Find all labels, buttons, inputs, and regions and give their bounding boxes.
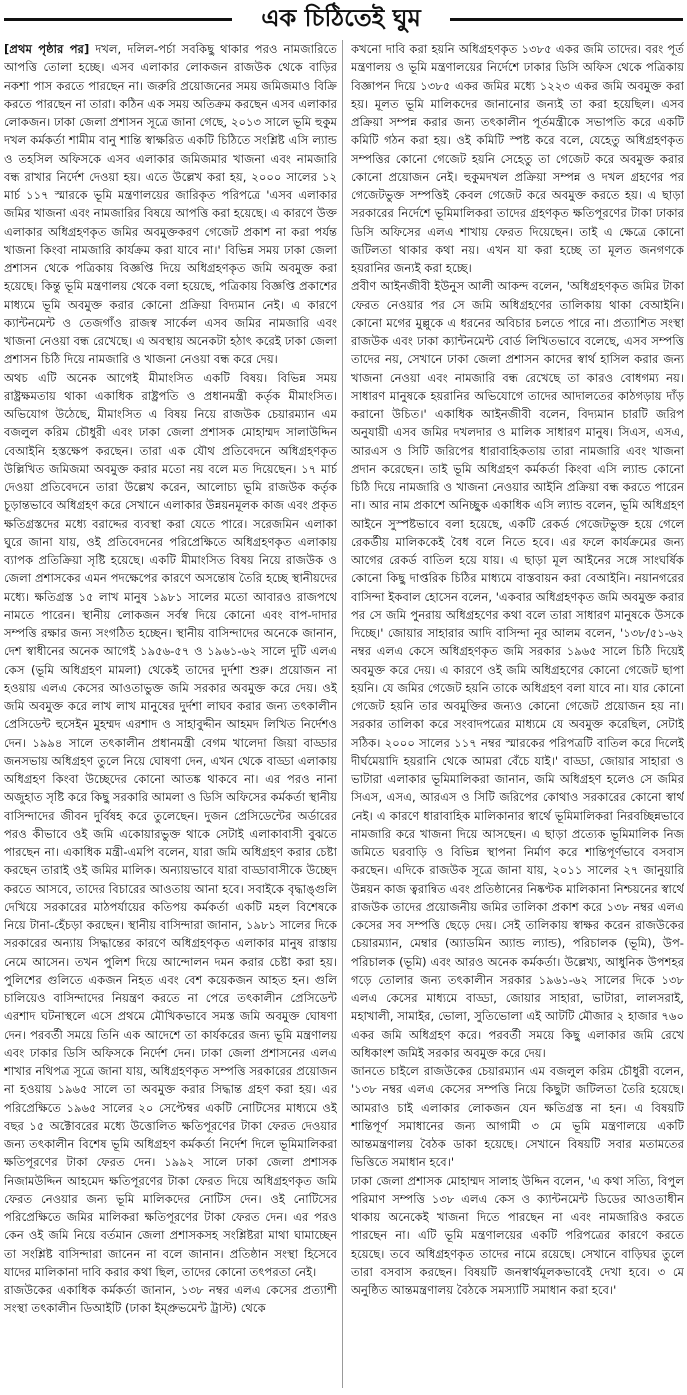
headline: এক চিঠিতেই ঘুম bbox=[261, 3, 421, 32]
article-column-left bbox=[4, 40, 337, 1388]
article-paragraph: ঢাকা জেলা প্রশাসক মোহাম্মদ সালাহ উদ্দিন বলেন, 'এ কথা সত্যি, বিপুল পরিমাণ সম্পত্তি ১৩৮ এলএ কেস ও ক্যান্টনমেন্ট ডিডের আওতাধীন থাকায় অনেকেই খাজনা দিতে পারছেন না এবং নামজারিও করতে পারছেন না। এটি ভূমি মন্ত্রণালয়ের একটি পরিপত্রের কারণে করতে হয়েছে। তবে অধিগ্রহণকৃত তাদের নামে রয়েছে। সেখানে বাড়িঘর তুলে তারা বসবাস করছেন। বিষয়টি জনস্বার্থমূলকভাবেই দেখা হবে। ৩ মে অনুষ্ঠিত আন্তমন্ত্রণালয় বৈঠকে সমস্যাটি সমাধান করা হবে।' bbox=[351, 1173, 684, 1297]
article-paragraph: অথচ এটি অনেক আগেই মীমাংসিত একটি বিষয়। বিভিন্ন সময় রাষ্ট্রক্ষমতায় থাকা একাধিক রাষ্ট্রপতি ও প্রধানমন্ত্রী কর্তৃক মীমাংসিত। অভিযোগ উঠেছে, মীমাংসিত এ বিষয় নিয়ে রাজউক চেয়ারম্যান এম বজলুল করিম চৌধুরী এবং ঢাকা জেলা প্রশাসক মোহাম্মদ সালাউদ্দিন বেআইনি হস্তক্ষেপ করছেন। তারা এক যৌথ প্রতিবেদনে অধিগ্রহণকৃত উল্লিখিত জমিজমা অবমুক্ত করার মতো নয় বলে মত দিয়েছেন। ১৭ মার্চ দেওয়া প্রতিবেদনে তারা উল্লেখ করেন, আলোচ্য ভূমি রাজউক কর্তৃক চূড়ান্তভাবে অধিগ্রহণ করে সেখানে এলাকার উন্নয়নমূলক কাজ এবং প্রকৃত ক্ষতিগ্রস্তদের মধ্যে বরাদ্দের ব্যবস্থা করা যেতে পারে। সরেজমিন এলাকা ঘুরে জানা যায়, ওই প্রতিবেদনের পরিপ্রেক্ষিতে অধিগ্রহণকৃত এলাকায় ব্যাপক প্রতিক্রিয়া সৃষ্টি হয়েছে। একটি মীমাংসিত বিষয় নিয়ে রাজউক ও জেলা প্রশাসকের এমন পদক্ষেপের কারণে অসন্তোষ তৈরি হচ্ছে স্থানীয়দের মধ্যে। ক্ষতিগ্রস্ত ১৫ লাখ মানুষ ১৯৮১ সালের মতো আবারও রাজপথে নামতে পারেন। স্থানীয় লোকজন সর্বস্ব দিয়ে কোনো এবং বাপ-দাদার সম্পত্তি রক্ষার জন্য সংগঠিত হচ্ছেন। স্থানীয় বাসিন্দাদের অনেকে জানান, দেশ স্বাধীনের অনেক আগেই ১৯৫৬-৫৭ ও ১৯৬১-৬২ সালে দুটি এলএ কেস (ভূমি অধিগ্রহণ মামলা) থেকেই তাদের দুর্দশা শুরু। প্রয়োজন না হওয়ায় এলএ কেসের আওতাভুক্ত জমি সরকার অবমুক্ত করে দেয়। ওই জমি অবমুক্ত করে লাখ লাখ মানুষের দুর্দশা লাঘব করার জন্য তৎকালীন প্রেসিডেন্ট হুসেইন মুহম্মদ এরশাদ ও সাহাবুদ্দীন আহমদ লিখিত নির্দেশও দেন। ১৯৯৪ সালে তৎকালীন প্রধানমন্ত্রী বেগম খালেদা জিয়া বাড্ডার জনসভায় অধিগ্রহণ তুলে নিয়ে ঘোষণা দেন, এখন থেকে বাড্ডা এলাকায় অধিগ্রহণ কিংবা উচ্ছেদের কোনো আতঙ্ক থাকবে না। এর পরও নানা অজুহাত সৃষ্টি করে কিছু সরকারি আমলা ও ডিসি অফিসের কর্মকর্তা স্থানীয় বাসিন্দাদের জীবন দুর্বিষহ করে তুলেছেন। দুজন প্রেসিডেন্টের অর্ডারের পরও কীভাবে ওই জমি একোয়ারভুক্ত থাকে সেটাই এলাকাবাসী বুঝতে পারছেন না। একাধিক মন্ত্রী-এমপি বলেন, যারা জমি অধিগ্রহণ করার চেষ্টা করছেন তারাই ওই জমির মালিক। অন্যায়ভাবে যারা বাড্ডাবাসীকে উচ্ছেদ করতে আসবে, তাদের বিচারের আওতায় আনা হবে। সবাইকে বৃদ্ধাঙ্গুলি দেখিয়ে সরকারের মাঠপর্যায়ের কতিপয় কর্মকর্তা একটি মহল বিশেষকে নিয়ে টানা-হেঁচড়া করছেন। স্থানীয় বাসিন্দারা জানান, ১৯৮১ সালের দিকে সরকারের অন্যায় সিদ্ধান্তের কারণে অধিগ্রহণকৃত এলাকার মানুষ রাস্তায় নেমে আসেন। তখন পুলিশ দিয়ে আন্দোলন দমন করার চেষ্টা করা হয়। পুলিশের গুলিতে একজন নিহত এবং বেশ কয়েকজন আহত হন। গুলি চালিয়েও বাসিন্দাদের নিয়ন্ত্রণ করতে না পেরে তৎকালীন প্রেসিডেন্ট এরশাদ ঘটনাস্থলে এসে প্রথমে মৌখিকভাবে সমস্ত জমি অবমুক্ত ঘোষণা দেন। পরবর্তী সময়ে তিনি এক আদেশে তা কার্যকরের জন্য ভূমি মন্ত্রণালয় এবং ঢাকার ডিসি অফিসকে নির্দেশ দেন। ঢাকা জেলা প্রশাসনের এলএ শাখার নথিপত্র সূত্রে জানা যায়, অধিগ্রহণকৃত সম্পত্তি সরকারের প্রয়োজন না হওয়ায় ১৯৬৫ সালে তা অবমুক্ত করার সিদ্ধান্ত গ্রহণ করা হয়। এর পরিপ্রেক্ষিতে ১৯৬৫ সালের ২০ সেপ্টেম্বর একটি নোটিসের মাধ্যমে ওই বছর ১৫ অক্টোবরের মধ্যে উত্তোলিত ক্ষতিপূরণের টাকা ফেরত দেওয়ার জন্য তৎকালীন বিশেষ ভূমি অধিগ্রহণ কর্মকর্তা নির্দেশ দিলে ভূমিমালিকরা ক্ষতিপূরণের টাকা ফেরত দেন। ১৯৯২ সালে ঢাকা জেলা প্রশাসক নিজামউদ্দিন আহমেদ ক্ষতিপূরণের টাকা ফেরত দিয়ে অধিগ্রহণকৃত জমি ফেরত নেওয়ার জন্য ভূমি মালিকদের নোটিস দেন। ওই নোটিসের পরিপ্রেক্ষিতে জমির মালিকরা ক্ষতিপূরণের টাকা ফেরত দেন। এর পরও কেন ওই জমি নিয়ে বর্তমান জেলা প্রশাসকসহ সংশ্লিষ্টরা মাথা ঘামাচ্ছেন তা সংশ্লিষ্ট বাসিন্দারা জানেন না বলে জানান। প্রতিষ্ঠান সংস্থা হিসেবে যাদের মালিকানা দাবি করার কথা ছিল, তাদের কোনো তৎপরতা নেই। bbox=[4, 370, 337, 1279]
header-title-box bbox=[232, 3, 450, 33]
article-paragraph: প্রবীণ আইনজীবী ইউনুস আলী আকন্দ বলেন, 'অধিগ্রহণকৃত জমির টাকা ফেরত নেওয়ার পর সে জমি অধিগ্রহণের তালিকায় থাকা বেআইনি। কোনো মগের মুল্লুকে এ ধরনের অবিচার চলতে পারে না। প্রত্যাশিত সংস্থা রাজউক এবং ঢাকা ক্যান্টনমেন্ট বোর্ড লিখিতভাবে বলেছে, এসব সম্পত্তি তাদের নয়, সেখানে ঢাকা জেলা প্রশাসন কাদের স্বার্থ হাসিল করার জন্য খাজনা নেওয়া এবং নামজারি বন্ধ রেখেছে তা কারও বোধগম্য নয়। সাধারণ মানুষকে হয়রানির অভিযোগে তাদের আদালতের কাঠগড়ায় দাঁড় করানো উচিত।' একাধিক আইনজীবী বলেন, বিদ্যমান চারটি জরিপ অনুযায়ী এসব জমির দখলদার ও মালিক সাধারণ মানুষ। সিএস, এসএ, আরএস ও সিটি জরিপের ধারাবাহিকতায় তারা নামজারি এবং খাজনা প্রদান করেছেন। তাই ভূমি অধিগ্রহণ কর্মকর্তা কিংবা এসি ল্যান্ড কোনো চিঠি দিয়ে নামজারি ও খাজনা নেওয়ার আইনি প্রক্রিয়া বন্ধ করতে পারেন না। আর নাম প্রকাশে অনিচ্ছুক একাধিক এসি ল্যান্ড বলেন, ভূমি অধিগ্রহণ আইনে সুস্পষ্টভাবে বলা হয়েছে, একটি রেকর্ড গেজেটভুক্ত হয়ে গেলে রেকর্ডীয় মালিককেই বৈধ বলে নিতে হবে। এর ফলে কার্যক্রমের জন্য আগের রেকর্ড বাতিল হয়ে যায়। এ ছাড়া মূল আইনের সঙ্গে সাংঘর্ষিক কোনো কিছু দাপ্তরিক চিঠির মাধ্যমে বাস্তবায়ন করা বেআইনি। নয়ানগরের বাসিন্দা ইকবাল হোসেন বলেন, 'একবার অধিগ্রহণকৃত জমি অবমুক্ত করার পর সে জমি পুনরায় অধিগ্রহণের কথা বলে তারা সাধারণ মানুষকে উসকে দিচ্ছে।' জোয়ার সাহারার আদি বাসিন্দা নূর আলম বলেন, '১৩৮/৫১-৬২ নম্বর এলএ কেসে অধিগ্রহণকৃত জমি সরকার ১৯৬৫ সালে চিঠি দিয়েই অবমুক্ত করে দেয়। এ কারণে ওই জমি অধিগ্রহণের কোনো গেজেট ছাপা হয়নি। যে জমির গেজেট হয়নি তাকে অধিগ্রহণ বলা যাবে না। যার কোনো গেজেট হয়নি তার অবমুক্তির জন্যও কোনো গেজেট প্রয়োজন হয় না। সরকার তালিকা করে সংবাদপত্রের মাধ্যমে যে অবমুক্ত করেছিল, সেটাই সঠিক। ২০০০ সালের ১১৭ নম্বর স্মারকের পরিপত্রটি বাতিল করে দিলেই দীর্ঘমেয়াদি হয়রানি থেকে আমরা বেঁচে যাই।' বাড্ডা, জোয়ার সাহারা ও ভাটারা এলাকার ভূমিমালিকরা জানান, জমি অধিগ্রহণ হলেও সে জমির সিএস, এসএ, আরএস ও সিটি জরিপের কোথাও সরকারের কোনো স্বার্থ নেই। এ কারণে ধারাবাহিক মালিকানার স্বার্থে ভূমিমালিকরা নিরবচ্ছিন্নভাবে নামজারি করে খাজনা দিয়ে আসছেন। এ ছাড়া প্রত্যেক ভূমিমালিক নিজ জমিতে ঘরবাড়ি ও বিভিন্ন স্থাপনা নির্মাণ করে শান্তিপূর্ণভাবে বসবাস করছেন। এদিকে রাজউক সূত্রে জানা যায়, ২০১১ সালের ২৭ জানুয়ারি উন্নয়ন কাজ ত্বরান্বিত এবং প্রতিষ্ঠানের নিষ্কণ্টক মালিকানা নিশ্চয়নের স্বার্থে রাজউক তাদের প্রয়োজনীয় জমির তালিকা প্রকাশ করে ১৩৮ নম্বর এলএ কেসের সব সম্পত্তি ছেড়ে দেয়। সেই তালিকায় স্বাক্ষর করেন রাজউকের চেয়ারম্যান, মেম্বার (অ্যাডমিন অ্যান্ড ল্যান্ড), পরিচালক (ভূমি), উপ-পরিচালক (ভূমি) এবং আরও অনেক কর্মকর্তা। উল্লেখ্য, আধুনিক উপশহর গড়ে তোলার জন্য তৎকালীন সরকার ১৯৬১-৬২ সালের দিকে ১৩৮ এলএ কেসের মাধ্যমে বাড্ডা, জোয়ার সাহারা, ভাটারা, লালসরাই, মহাখালী, সামাইর, ভোলা, সুতিভোলা এই আটটি মৌজার ২ হাজার ৭৬০ একর জমি অধিগ্রহণ করে। পরবর্তী সময়ে কিছু এলাকার জমি রেখে অধিকাংশ জমিই সরকার অবমুক্ত করে দেয়। bbox=[351, 279, 684, 1060]
continuation-label: [প্রথম পৃষ্ঠার পর] bbox=[4, 42, 90, 56]
article-column-right bbox=[351, 40, 684, 1388]
article-paragraph bbox=[4, 40, 337, 369]
article-paragraph: রাজউকের একাধিক কর্মকর্তা জানান, ১৩৮ নম্বর এলএ কেসের প্রত্যাশী সংস্থা তৎকালীন ডিআইটি (ঢাকা ইম্প্রুভমেন্ট ট্রাস্ট) থেকে bbox=[4, 1283, 337, 1316]
column-divider bbox=[342, 40, 343, 1388]
paragraph-text: দখল, দলিল-পর্চা সবকিছু থাকার পরও নামজারিতে আপত্তি তোলা হচ্ছে। এসব এলাকার লোকজন রাজউক থেকে বাড়ির নকশা পাস করতে পারছেন না। জরুরি প্রয়োজনের সময় জমিজমাও বিক্রি করতে পারছেন না তারা। কঠিন এক সময় অতিক্রম করছেন এসব এলাকার লোকজন। ঢাকা জেলা প্রশাসন সূত্রে জানা গেছে, ২০১৩ সালে ভূমি হুকুম দখল কর্মকর্তা শামীম বানু শান্তি স্বাক্ষরিত একটি চিঠিতে সংশ্লিষ্ট এসি ল্যান্ড ও তহসিল অফিসকে এসব এলাকার জমিজমার খাজনা এবং নামজারি বন্ধ রাখার নির্দেশ দেওয়া হয়। এতে উল্লেখ করা হয়, ২০০০ সালের ১২ মার্চ ১১৭ স্মারকে ভূমি মন্ত্রণালয়ের জারিকৃত পরিপত্রে 'এসব এলাকার জমির খাজনা এবং নামজারির বিষয়ে আপত্তি করা হয়েছে। এ কারণে উক্ত এলাকার অধিগ্রহণকৃত জমির অবমুক্তকরণ গেজেট প্রকাশ না করা পর্যন্ত খাজনা কিংবা নামজারি কার্যক্রম করা যাবে না।' বিভিন্ন সময় ঢাকা জেলা প্রশাসন থেকে পত্রিকায় বিজ্ঞপ্তি দিয়ে অধিগ্রহণকৃত জমি অবমুক্ত করা হয়েছে। কিন্তু ভূমি মন্ত্রণালয় থেকে বলা হয়েছে, পত্রিকায় বিজ্ঞপ্তি প্রকাশের মাধ্যমে ভূমি অবমুক্ত করার কোনো প্রক্রিয়া বিদ্যমান নেই। এ কারণে ক্যান্টনমেন্ট ও তেজগাঁও রাজস্ব সার্কেল এসব জমির নামজারি এবং খাজনা নেওয়া বন্ধ রেখেছে। এ অবস্থায় অনেকটা হঠাৎ করেই ঢাকা জেলা প্রশাসন চিঠি দিয়ে নামজারি ও খাজনা নেওয়া বন্ধ করে দেয়। bbox=[4, 42, 337, 367]
article-paragraph: জানতে চাইলে রাজউকের চেয়ারম্যান এম বজলুল করিম চৌধুরী বলেন, '১৩৮ নম্বর এলএ কেসের সম্পত্তি নিয়ে কিছুটা জটিলতা তৈরি হয়েছে। আমরাও চাই এলাকার লোকজন যেন ক্ষতিগ্রস্ত না হন। এ বিষয়টি শান্তিপূর্ণ সমাধানের জন্য আগামী ৩ মে ভূমি মন্ত্রণালয়ে একটি আন্তমন্ত্রণালয় বৈঠক ডাকা হয়েছে। সেখানে বিষয়টি সবার মতামতের ভিত্তিতে সমাধান হবে।' bbox=[351, 1064, 684, 1170]
section-header bbox=[0, 0, 687, 36]
article-paragraph: কখনো দাবি করা হয়নি অধিগ্রহণকৃত ১৩৮৫ একর জমি তাদের। বরং পূর্ত মন্ত্রণালয় ও ভূমি মন্ত্রণালয়ের নির্দেশে ঢাকার ডিসি অফিস থেকে পত্রিকায় বিজ্ঞাপন দিয়ে ১৩৮৫ একর জমির মধ্যে ১২২৩ একর জমি অবমুক্ত করা হয়। মূলত ভূমি মালিকদের জানানোর জন্যই তা করা হয়েছিল। এসব প্রক্রিয়া সম্পন্ন করার জন্য তৎকালীন পূর্তমন্ত্রীকে সভাপতি করে একটি কমিটি গঠন করা হয়। ওই কমিটি স্পষ্ট করে বলে, যেহেতু অধিগ্রহণকৃত সম্পত্তির কোনো গেজেট হয়নি সেহেতু তা গেজেট করে অবমুক্ত করার কোনো প্রয়োজন নেই। হুকুমদখল প্রক্রিয়া সম্পন্ন ও দখল গ্রহণের পর গেজেটভুক্ত সম্পত্তিই কেবল গেজেট করে অবমুক্ত করতে হয়। এ ছাড়া সরকারের নির্দেশে ভূমিমালিকরা তাদের গ্রহণকৃত ক্ষতিপূরণের টাকা ঢাকার ডিসি অফিসের এলএ শাখায় ফেরত দিয়েছেন। তাই এ ক্ষেত্রে কোনো জটিলতা থাকার কথা নয়। এখন যা করা হচ্ছে তা মূলত জনগণকে হয়রানির জন্যই করা হচ্ছে। bbox=[351, 42, 684, 275]
